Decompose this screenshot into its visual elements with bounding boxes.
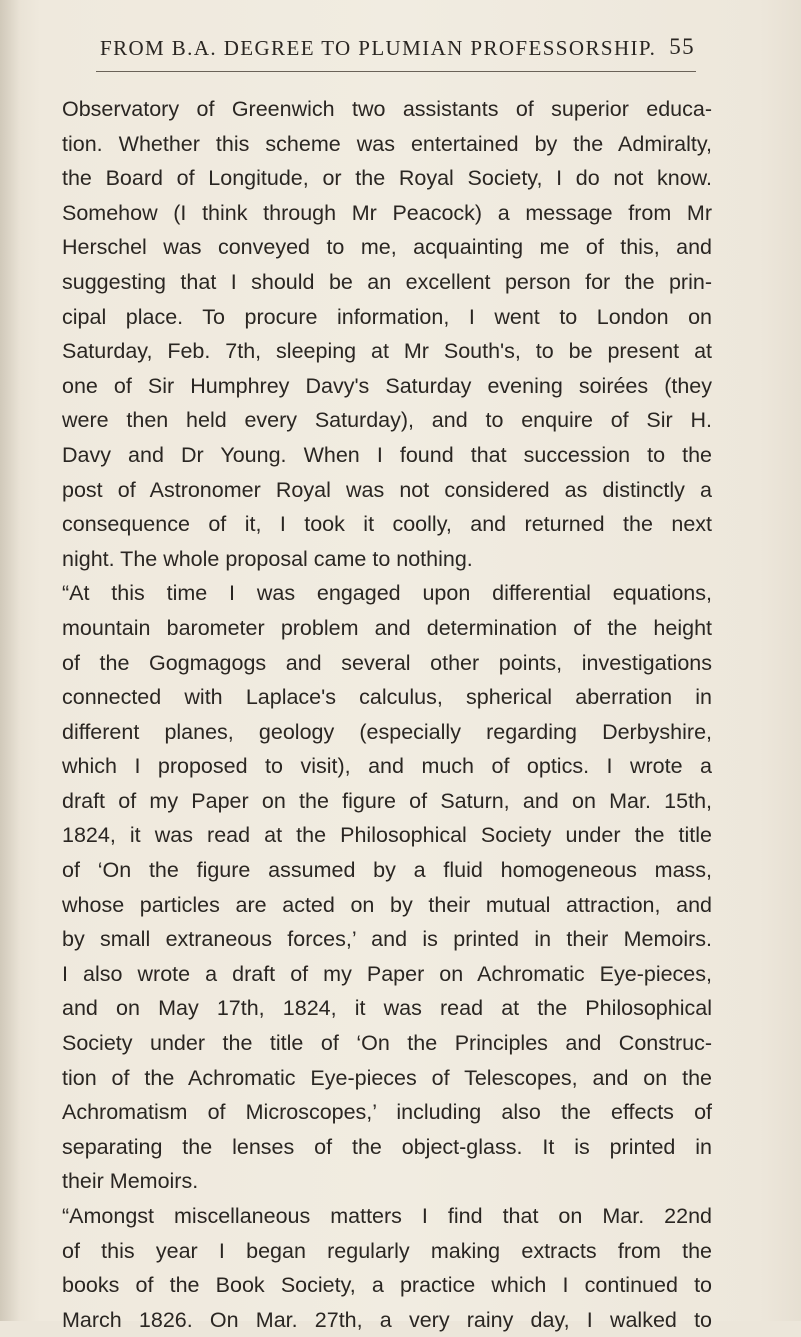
running-head-title: FROM B.A. DEGREE TO PLUMIAN PROFESSORSHIP.	[100, 36, 657, 60]
text-line: of ‘On the figure assumed by a fluid homogeneous mass,	[62, 858, 712, 883]
text-line: night. The whole proposal came to nothing.	[62, 546, 473, 571]
body-text	[62, 92, 712, 1337]
spine-shadow	[0, 0, 20, 1321]
header-rule	[96, 71, 696, 72]
text-line: post of Astronomer Royal was not considered as distinctly a	[62, 477, 712, 502]
text-line: consequence of it, I took it coolly, and returned the next	[62, 512, 712, 537]
page-number: 55	[669, 34, 695, 59]
text-line: books of the Book Society, a practice which I continued to	[62, 1273, 712, 1298]
text-line: different planes, geology (especially regarding Derbyshire,	[62, 719, 712, 744]
text-line: March 1826. On Mar. 27th, a very rainy day, I walked to	[62, 1307, 712, 1332]
text-line: the Board of Longitude, or the Royal Society, I do not know.	[62, 166, 712, 191]
text-line: separating the lenses of the object-glass. It is printed in	[62, 1134, 712, 1159]
text-line: Davy and Dr Young. When I found that succession to the	[62, 442, 712, 467]
text-line: and on May 17th, 1824, it was read at the Philosophical	[62, 996, 712, 1021]
text-line: whose particles are acted on by their mutual attraction, and	[62, 892, 712, 917]
text-line: of this year I began regularly making extracts from the	[62, 1238, 712, 1263]
text-line: mountain barometer problem and determination of the height	[62, 615, 712, 640]
text-line: one of Sir Humphrey Davy's Saturday evening soirées (they	[62, 373, 712, 398]
text-line: Achromatism of Microscopes,’ including also the effects of	[62, 1100, 712, 1125]
text-line: connected with Laplace's calculus, spherical aberration in	[62, 685, 712, 710]
text-line: of the Gogmagogs and several other points, investigations	[62, 650, 712, 675]
text-line: which I proposed to visit), and much of optics. I wrote a	[62, 754, 712, 779]
text-line: “At this time I was engaged upon differential equations,	[62, 581, 712, 606]
text-line: Observatory of Greenwich two assistants of superior educa-	[62, 97, 712, 121]
text-line: suggesting that I should be an excellent person for the prin-	[62, 269, 712, 294]
text-line: tion of the Achromatic Eye-pieces of Telescopes, and on the	[62, 1065, 712, 1090]
text-line: “Amongst miscellaneous matters I find that on Mar. 22nd	[62, 1204, 712, 1228]
text-line: by small extraneous forces,’ and is printed in their Memoirs.	[62, 927, 712, 952]
text-line: Society under the title of ‘On the Principles and Construc-	[62, 1031, 712, 1056]
text-line: Somehow (I think through Mr Peacock) a message from Mr	[62, 200, 712, 225]
text-line: their Memoirs.	[62, 1169, 199, 1194]
text-line: cipal place. To procure information, I went to London on	[62, 304, 712, 329]
text-line: 1824, it was read at the Philosophical Society under the title	[62, 823, 712, 848]
text-line: Herschel was conveyed to me, acquainting me of this, and	[62, 235, 712, 260]
text-line: I also wrote a draft of my Paper on Achromatic Eye-pieces,	[62, 961, 712, 986]
text-line: tion. Whether this scheme was entertained by the Admiralty,	[62, 131, 712, 156]
text-line: draft of my Paper on the figure of Saturn, and on Mar. 15th,	[62, 788, 712, 813]
text-line: Saturday, Feb. 7th, sleeping at Mr South's, to be present at	[62, 339, 712, 364]
text-line: were then held every Saturday), and to enquire of Sir H.	[62, 408, 712, 433]
